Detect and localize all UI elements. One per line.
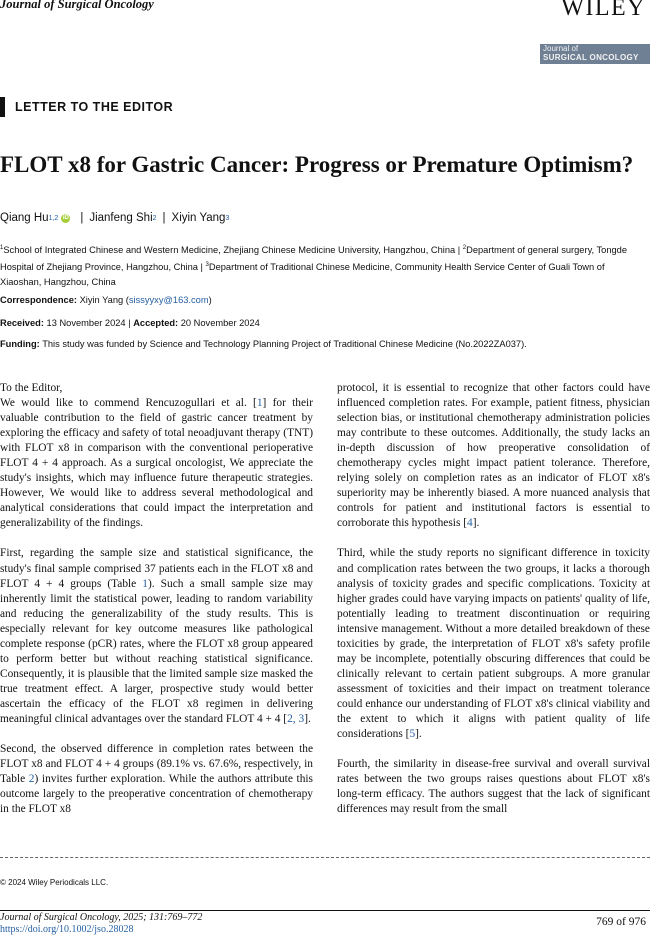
affil-sup: 2: [462, 245, 467, 251]
paragraph: [337, 546, 650, 742]
author-name[interactable]: Jianfeng Shi: [89, 212, 153, 224]
orcid-icon[interactable]: iD: [62, 214, 69, 221]
text-run: ].: [472, 517, 480, 530]
journal-logo-line2: SURGICAL ONCOLOGY: [543, 53, 639, 62]
text-run: ] for their valuable contribution to the field of gastric cancer treatment by exploring the efficacy and safety of total neoadjuvant therapy (TNT) with FLOT x8 in comparison with the conventional perioperative FLOT 4 + 4 approach. As a surgical oncologist, We appreciate the study's insights, which may influence future therapeutic strategies. However, We would like to address several methodological and analytical considerations that could impact the interpretation and generalizability of the findings.: [0, 397, 313, 530]
affil-sup: 1: [0, 245, 4, 251]
correspondence-name: Xiyin Yang: [79, 295, 124, 305]
journal-logo-line1: Journal of: [543, 44, 579, 53]
affiliations: [0, 241, 648, 290]
paragraph: [0, 546, 313, 727]
footnote-divider: [0, 857, 650, 858]
received-label: Received:: [0, 318, 44, 328]
paragraph: Fourth, the similarity in disease-free survival and overall survival rates between the two groups raises questions about FLOT x8's long-term efficacy. The authors suggest that the lack of significant differences may result from the small: [337, 758, 650, 816]
funding-text: This study was funded by Science and Technology Planning Project of Traditional Chinese Medicine (No.2022ZA037).: [42, 339, 527, 349]
citation-link[interactable]: 4: [467, 517, 473, 530]
doi-link[interactable]: https://doi.org/10.1002/jso.28028: [0, 924, 134, 935]
received-date: 13 November 2024: [46, 318, 126, 328]
article-title: FLOT x8 for Gastric Cancer: Progress or Premature Optimism?: [0, 152, 634, 177]
text-run-continued: protocol, it is essential to recognize that other factors could have influenced completion rates. For example, patient fitness, physician selection bias, or institutional chemotherapy administration policies may contribute to these outcomes. Additionally, the study lacks an in-depth discussion of how preoperative consolidation of chemotherapy cycles might impact patient tolerance. Therefore, relying solely on completion rates as an indicator of FLOT x8's superiority may be inherently biased. A more nuanced analysis that controls for patient and institutional factors is essential to corroborate this hypothesis [: [337, 382, 650, 530]
accepted-label: Accepted:: [133, 318, 179, 328]
text-run: Third, while the study reports no significant difference in toxicity and complication rates between the two groups, it lacks a thorough analysis of toxicity grades and specific complications. Toxicity at higher grades could have varying impacts on patients' quality of life, potentially leading to treatment discontinuation or requiring intensive management. Without a more detailed breakdown of these toxicities by grade, the interpretation of FLOT x8's safety profile may be incomplete, potentially obscuring differences that could be clinically relevant to certain patient subgroups. A more granular assessment of toxicities and their impact on treatment tolerance could enhance our understanding of FLOT x8's clinical viability and the extent to which it aligns with patient quality of life considerations [: [337, 547, 650, 741]
affil-separator: |: [197, 262, 206, 273]
affiliation: Department of Traditional Chinese Medicine, Community Health Service Center of Guali Town of Xiaoshan, Hangzhou, China: [0, 262, 605, 288]
correspondence: Correspondence: Xiyin Yang (sissyyxy@163.com): [0, 295, 212, 305]
text-run: ) invites further exploration. While the authors attribute this outcome largely to the preoperative concentration of chemotherapy in the FLOT x8: [0, 773, 313, 816]
salutation: To the Editor,: [0, 382, 63, 394]
affil-sup: 3: [205, 262, 209, 269]
table-link[interactable]: 2: [28, 773, 35, 786]
text-run: First, regarding the sample size and statistical significance, the study's final sample comprised 37 patients each in the FLOT x8 and FLOT 4 + 4 groups (Table: [0, 547, 313, 590]
paragraph: [337, 381, 650, 531]
affil-separator: |: [455, 245, 463, 256]
author-affil-sup: 2: [152, 214, 157, 222]
author-name[interactable]: Qiang Hu: [0, 212, 49, 224]
journal-name: Journal of Surgical Oncology: [0, 0, 154, 11]
author-separator: |: [162, 212, 166, 224]
section-bar: [0, 97, 5, 117]
text-run: ].: [304, 712, 311, 725]
author-separator: |: [80, 212, 84, 224]
correspondence-email[interactable]: sissyyxy@163.com: [128, 295, 209, 305]
accepted-date: 20 November 2024: [180, 318, 260, 328]
text-run: ].: [415, 728, 422, 741]
author-affil-sup: 1,2: [48, 214, 59, 222]
citation-link[interactable]: 5: [409, 728, 416, 741]
correspondence-label: Correspondence:: [0, 295, 77, 305]
section-label-text: LETTER TO THE EDITOR: [15, 100, 174, 114]
body-right-column: [337, 381, 650, 817]
citation-link[interactable]: 2, 3: [287, 712, 305, 725]
affiliation: Department of general surgery, Tongde Hospital of Zhejiang Province, Hangzhou, China: [0, 245, 628, 273]
affiliation: School of Integrated Chinese and Western Medicine, Zhejiang Chinese Medicine University, Hangzhou, China: [3, 245, 456, 256]
text-run: Second, the observed difference in completion rates between the FLOT x8 and FLOT 4 + 4 groups (89.1% vs. 67.6%, respectively, in Table: [0, 743, 313, 786]
footer-citation: [0, 912, 202, 936]
page-number: 769 of 976: [596, 916, 646, 928]
paragraph: [0, 742, 313, 817]
author-name[interactable]: Xiyin Yang: [171, 212, 226, 224]
copyright: © 2024 Wiley Periodicals LLC.: [0, 878, 109, 887]
journal-logo: [540, 44, 650, 64]
author-affil-sup: 3: [225, 214, 230, 222]
publisher-logo: WILEY: [561, 0, 646, 21]
body-left-column: [0, 381, 313, 817]
article-dates: Received: 13 November 2024 | Accepted: 20 November 2024: [0, 318, 260, 328]
text-run: ). Such a small sample size may inherently limit the statistical power, leading to random variability and reducing the generalizability of the study results. This is especially relevant for key outcome measures like pathological complete response (pCR) rates, where the FLOT x8 group appeared to perform better but without reaching statistical significance. Consequently, it is plausible that the limited sample size masked the true treatment effect. A larger, prospective study would better ascertain the efficacy of the FLOT x8 regimen in delivering meaningful clinical advantages over the standard FLOT 4 + 4 [: [0, 577, 314, 725]
citation-text: Journal of Surgical Oncology, 2025; 131:769–772: [0, 912, 203, 923]
paragraph: [0, 381, 313, 531]
funding: [0, 339, 527, 349]
footer-divider: [0, 910, 650, 911]
text-run: We would like to commend Rencuzogullari et al. [: [0, 397, 257, 410]
funding-label: Funding:: [0, 339, 40, 349]
section-label: [0, 97, 173, 117]
table-link[interactable]: 1: [142, 577, 148, 590]
citation-link[interactable]: 1: [256, 397, 263, 410]
author-list: [0, 212, 229, 224]
